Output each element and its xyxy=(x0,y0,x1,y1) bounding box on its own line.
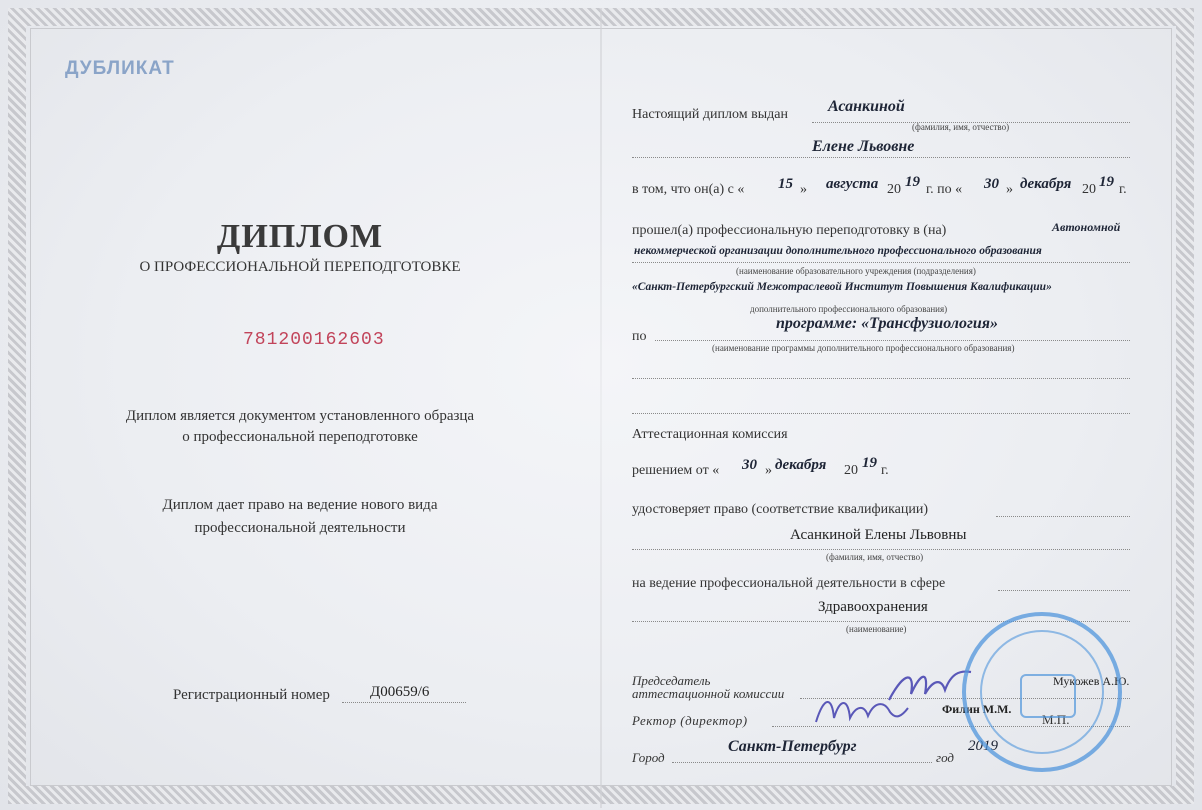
org-line-rule-1 xyxy=(632,262,1130,263)
serial-number: 781200162603 xyxy=(243,330,385,350)
day-from: 15 xyxy=(778,176,793,192)
decision-month: декабря xyxy=(775,457,827,473)
rector-name: Филин М.М. xyxy=(942,702,1012,716)
year-to: 19 xyxy=(1099,174,1114,190)
reg-number-label: Регистрационный номер xyxy=(173,687,330,703)
program-caption: (наименование программы дополнительного профессионального образования) xyxy=(712,343,1015,353)
certifies-line xyxy=(996,516,1130,517)
quote-close-3: » xyxy=(765,463,772,478)
stamp-place-mark: М.П. xyxy=(1042,712,1070,727)
diploma-title: ДИПЛОМ xyxy=(216,218,384,255)
fio-caption-2: (фамилия, имя, отчество) xyxy=(826,552,924,562)
rector-label: Ректор (директор) xyxy=(632,713,748,728)
sphere-caption: (наименование) xyxy=(846,624,907,634)
surname: Асанкиной xyxy=(828,98,905,115)
program-line xyxy=(655,340,1130,341)
fio-gen-line xyxy=(632,549,1130,550)
org-line-2: некоммерческой организации дополнительного профессионального образования xyxy=(634,245,1042,257)
sphere-value: Здравоохранения xyxy=(818,599,928,615)
chair-label-1: Председатель xyxy=(632,673,711,688)
reg-number-line xyxy=(342,702,466,703)
decision-year: 19 xyxy=(862,455,877,471)
name-line xyxy=(632,157,1130,158)
rector-signature xyxy=(812,692,912,732)
year-suffix: г. xyxy=(1119,182,1127,197)
year-label: год xyxy=(936,750,954,765)
left-paragraph-1: Диплом является документом установленного образца о профессиональной переподготовке xyxy=(125,408,475,445)
quote-close-2: » xyxy=(1006,182,1013,197)
to-label: г. по « xyxy=(926,182,963,197)
quote-close-1: » xyxy=(800,182,807,197)
year-prefix-2: 20 xyxy=(1082,182,1096,197)
day-to: 30 xyxy=(984,176,999,192)
org-caption: (наименование образовательного учреждения (подразделения) xyxy=(736,266,976,276)
issued-label: Настоящий диплом выдан xyxy=(632,107,788,122)
retraining-label: прошел(а) профессиональную переподготовку в (на) xyxy=(632,223,947,238)
program-prep: по xyxy=(632,329,647,344)
blank-line-1 xyxy=(632,378,1130,379)
diploma-subtitle: О ПРОФЕССИОНАЛЬНОЙ ПЕРЕПОДГОТОВКЕ xyxy=(139,259,461,275)
period-label: в том, что он(а) с « xyxy=(632,182,745,197)
left-paragraph-2: Диплом дает право на ведение нового вида профессиональной деятельности xyxy=(162,497,438,536)
duplicate-mark: ДУБЛИКАТ xyxy=(65,58,175,79)
fio-caption: (фамилия, имя, отчество) xyxy=(912,122,1010,132)
city-value: Санкт-Петербург xyxy=(728,738,857,755)
program-name: программе: «Трансфузиология» xyxy=(776,315,999,332)
official-stamp xyxy=(962,612,1122,772)
given-name: Елене Львовне xyxy=(812,138,915,155)
year-value: 2019 xyxy=(968,738,998,754)
year-prefix-1: 20 xyxy=(887,182,901,197)
month-to: декабря xyxy=(1020,176,1072,192)
fio-genitive: Асанкиной Елены Львовны xyxy=(790,527,967,543)
month-from: августа xyxy=(826,176,879,192)
decision-label: решением от « xyxy=(632,463,720,478)
org-caption-2: дополнительного профессионального образования) xyxy=(750,304,948,314)
chair-label-2: аттестационной комиссии xyxy=(632,686,785,701)
blank-line-2 xyxy=(632,413,1130,414)
sphere-label-line xyxy=(998,590,1130,591)
org-line-1: Автономной xyxy=(1052,220,1121,234)
year-from: 19 xyxy=(905,174,920,190)
decision-year-suffix: г. xyxy=(881,463,889,478)
city-line xyxy=(672,762,932,763)
decision-day: 30 xyxy=(742,457,757,473)
reg-number-value: Д00659/6 xyxy=(370,684,430,700)
city-label: Город xyxy=(632,750,665,765)
center-fold xyxy=(600,8,602,808)
certifies-label: удостоверяет право (соответствие квалификации) xyxy=(632,502,929,517)
commission-label: Аттестационная комиссия xyxy=(632,427,788,442)
sphere-label: на ведение профессиональной деятельности в сфере xyxy=(632,576,946,591)
chair-name: Мукожев А.Ю. xyxy=(1053,674,1130,688)
decision-year-prefix: 20 xyxy=(844,463,858,478)
org-line-3: «Санкт-Петербургский Межотраслевой Институт Повышения Квалификации» xyxy=(632,281,1052,293)
